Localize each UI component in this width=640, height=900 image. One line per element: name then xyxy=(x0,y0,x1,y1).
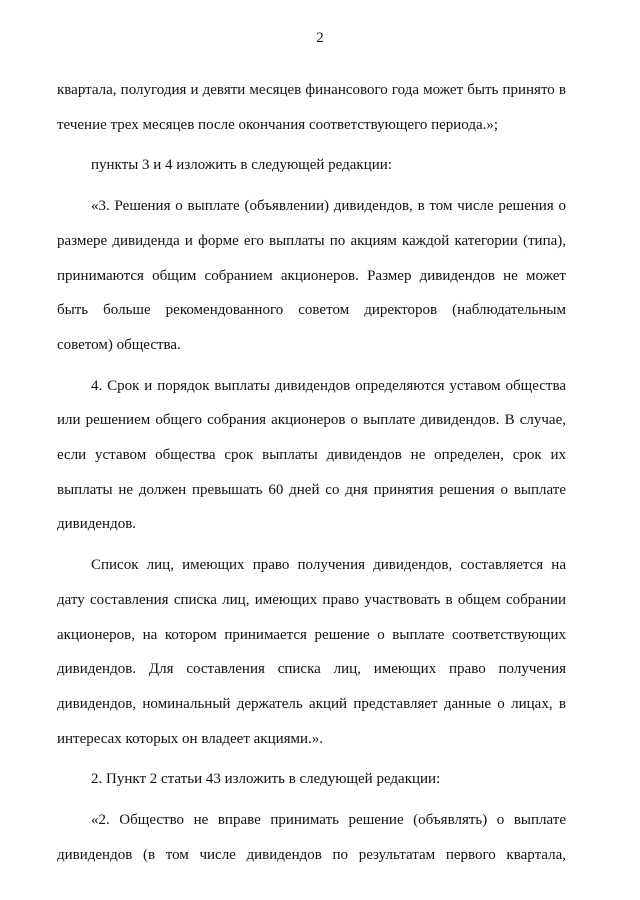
paragraph-point-3: «3. Решения о выплате (объявлении) дивидендов, в том числе решения о размере дивиденда и форме его выплаты по акциям каждой категории (типа), принимаются общим собранием акционеров. Размер дивидендов не может быть больше рекомендованного советом директоров (наблюдательным советом) общества. xyxy=(57,198,566,353)
page-number: 2 xyxy=(316,30,324,46)
paragraph-shareholder-list: Список лиц, имеющих право получения дивидендов, составляется на дату составления списка лиц, имеющих право участвовать в общем собрании акционеров, на котором принимается решение о выплате соответствующих дивидендов. Для составления списка лиц, имеющих право получения дивидендов, номинальный держатель акций представляет данные о лицах, в интересах которых он владеет акциями.». xyxy=(57,557,566,747)
paragraph-point-4: 4. Срок и порядок выплаты дивидендов определяются уставом общества или решением общего собрания акционеров о выплате дивидендов. В случае, если уставом общества срок выплаты дивидендов не определен, срок их выплаты не должен превышать 60 дней со дня принятия решения о выплате дивидендов. xyxy=(57,377,566,533)
paragraph-continuation: квартала, полугодия и девяти месяцев финансового года может быть принято в течение трех месяцев после окончания соответствующего периода.»; xyxy=(57,82,566,133)
paragraph-article-43-point-2: «2. Общество не вправе принимать решение (объявлять) о выплате дивидендов (в том числе дивидендов по результатам первого квартала, xyxy=(57,812,566,863)
document-body xyxy=(57,73,566,872)
paragraph-amendment-intro: пункты 3 и 4 изложить в следующей редакции: xyxy=(91,157,392,174)
paragraph-article-43-intro: 2. Пункт 2 статьи 43 изложить в следующей редакции: xyxy=(91,771,441,788)
